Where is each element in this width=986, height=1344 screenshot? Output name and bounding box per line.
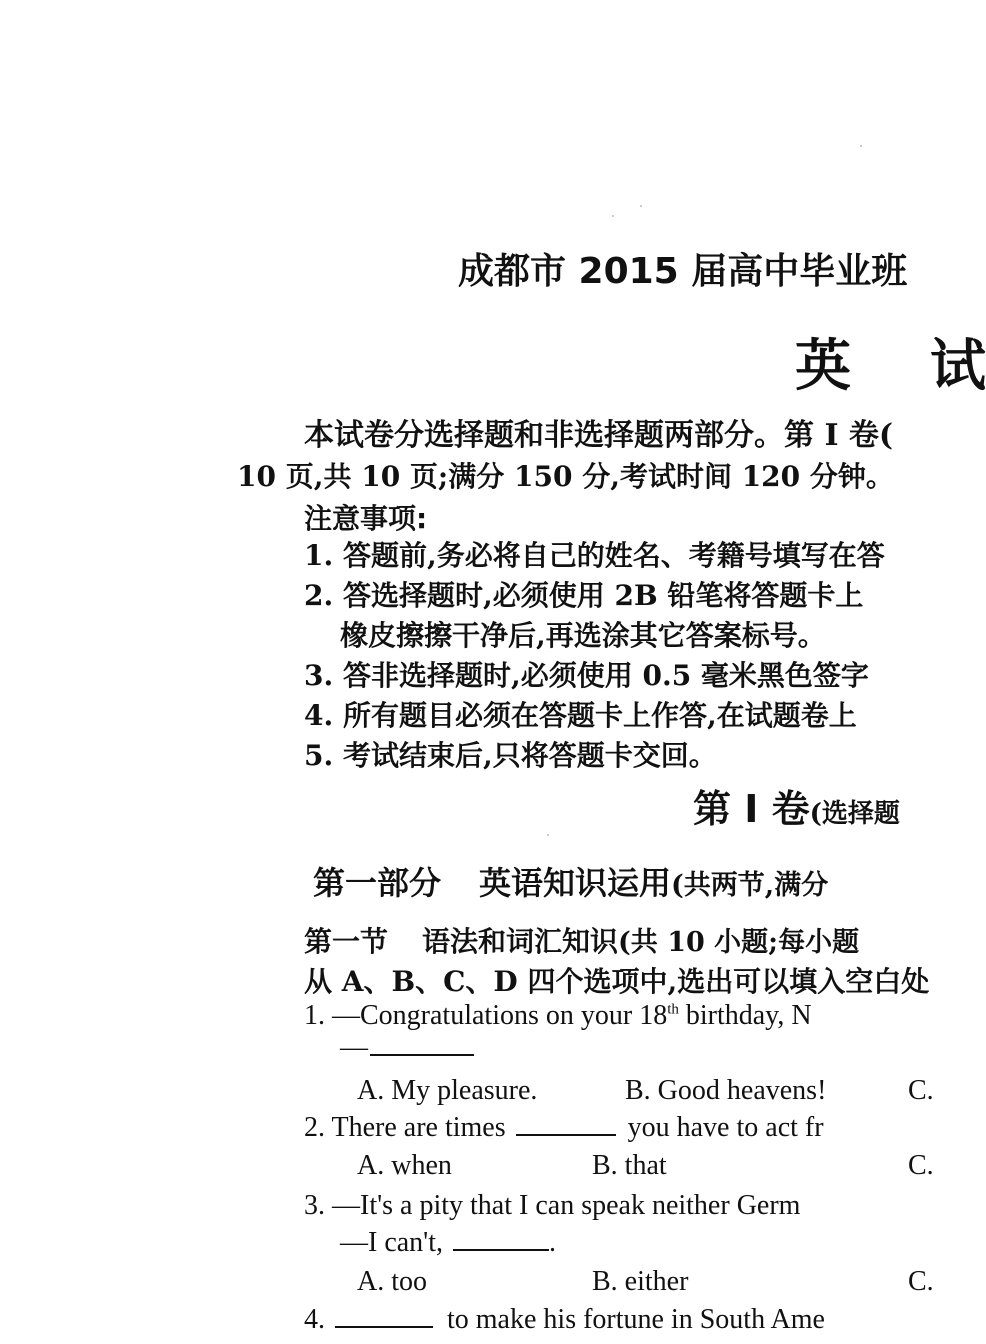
note-item: 5. 考试结束后,只将答题卡交回。 bbox=[304, 739, 717, 772]
question-3-option-b: B. either bbox=[592, 1266, 689, 1297]
section-heading bbox=[304, 920, 859, 960]
question-1-option-a: A. My pleasure. bbox=[357, 1075, 538, 1106]
question-1-option-c: C. bbox=[908, 1075, 934, 1106]
intro-line-2: 10 页,共 10 页;满分 150 分,考试时间 120 分钟。 bbox=[237, 460, 894, 493]
note-item: 4. 所有题目必须在答题卡上作答,在试题卷上 bbox=[304, 699, 857, 732]
volume-heading bbox=[693, 778, 900, 833]
question-2-text-b: you have to act fr bbox=[627, 1112, 824, 1143]
part-title: 第一部分 bbox=[313, 864, 442, 902]
intro-line-1: 本试卷分选择题和非选择题两部分。第 I 卷( bbox=[304, 418, 894, 453]
question-1 bbox=[304, 1000, 812, 1032]
question-4 bbox=[304, 1304, 825, 1336]
subject-title-first-char: 英 bbox=[795, 334, 851, 399]
question-3-text: 3. —It's a pity that I can speak neither Germ bbox=[304, 1190, 801, 1221]
note-item: 橡皮擦擦干净后,再选涂其它答案标号。 bbox=[340, 619, 826, 652]
part-detail: (共两节,满分 bbox=[671, 870, 829, 901]
part-heading bbox=[313, 858, 828, 904]
question-1-reply-dash: — bbox=[340, 1032, 368, 1063]
volume-subtitle: (选择题 bbox=[809, 799, 900, 829]
answer-blank bbox=[453, 1229, 549, 1251]
volume-title: 第 I 卷 bbox=[693, 787, 810, 831]
notes-heading: 注意事项: bbox=[304, 502, 428, 535]
part-name: 英语知识运用 bbox=[479, 864, 672, 902]
note-item: 3. 答非选择题时,必须使用 0.5 毫米黑色签字 bbox=[304, 659, 869, 692]
note-item: 2. 答选择题时,必须使用 2B 铅笔将答题卡上 bbox=[304, 579, 864, 612]
section-name: 语法和词汇知识 bbox=[422, 925, 619, 958]
question-1-superscript: th bbox=[667, 1001, 679, 1018]
subject-title-second-char: 试 bbox=[930, 334, 986, 399]
exam-title: 成都市 2015 届高中毕业班 bbox=[458, 251, 908, 292]
question-4-number: 4. bbox=[304, 1304, 325, 1335]
question-3-reply bbox=[340, 1227, 556, 1259]
question-1-text-b: birthday, N bbox=[678, 1000, 812, 1031]
question-1-option-b: B. Good heavens! bbox=[625, 1075, 827, 1106]
section-title: 第一节 bbox=[304, 925, 389, 958]
question-3-option-c: C. bbox=[908, 1266, 934, 1297]
question-2-option-c: C. bbox=[908, 1150, 934, 1181]
answer-blank bbox=[335, 1306, 433, 1328]
note-item: 1. 答题前,务必将自己的姓名、考籍号填写在答 bbox=[304, 539, 885, 572]
question-2-option-a: A. when bbox=[357, 1150, 452, 1181]
scan-speck bbox=[547, 834, 549, 836]
question-2 bbox=[304, 1112, 824, 1144]
answer-blank bbox=[370, 1034, 474, 1056]
answer-blank bbox=[516, 1114, 616, 1136]
question-2-option-b: B. that bbox=[592, 1150, 667, 1181]
question-3-reply-end: . bbox=[549, 1227, 557, 1258]
question-4-text: to make his fortune in South Ame bbox=[447, 1304, 825, 1335]
scan-speck bbox=[612, 215, 614, 217]
question-2-text-a: 2. There are times bbox=[304, 1112, 506, 1143]
section-detail: (共 10 小题;每小题 bbox=[618, 927, 860, 958]
scan-speck bbox=[860, 145, 862, 147]
question-3-reply-text: —I can't, bbox=[340, 1227, 444, 1258]
question-1-reply bbox=[340, 1032, 474, 1064]
question-3-option-a: A. too bbox=[357, 1266, 427, 1297]
section-instruction: 从 A、B、C、D 四个选项中,选出可以填入空白处 bbox=[304, 965, 930, 998]
scan-speck bbox=[640, 205, 642, 207]
question-1-text-a: 1. —Congratulations on your 18 bbox=[304, 1000, 668, 1031]
